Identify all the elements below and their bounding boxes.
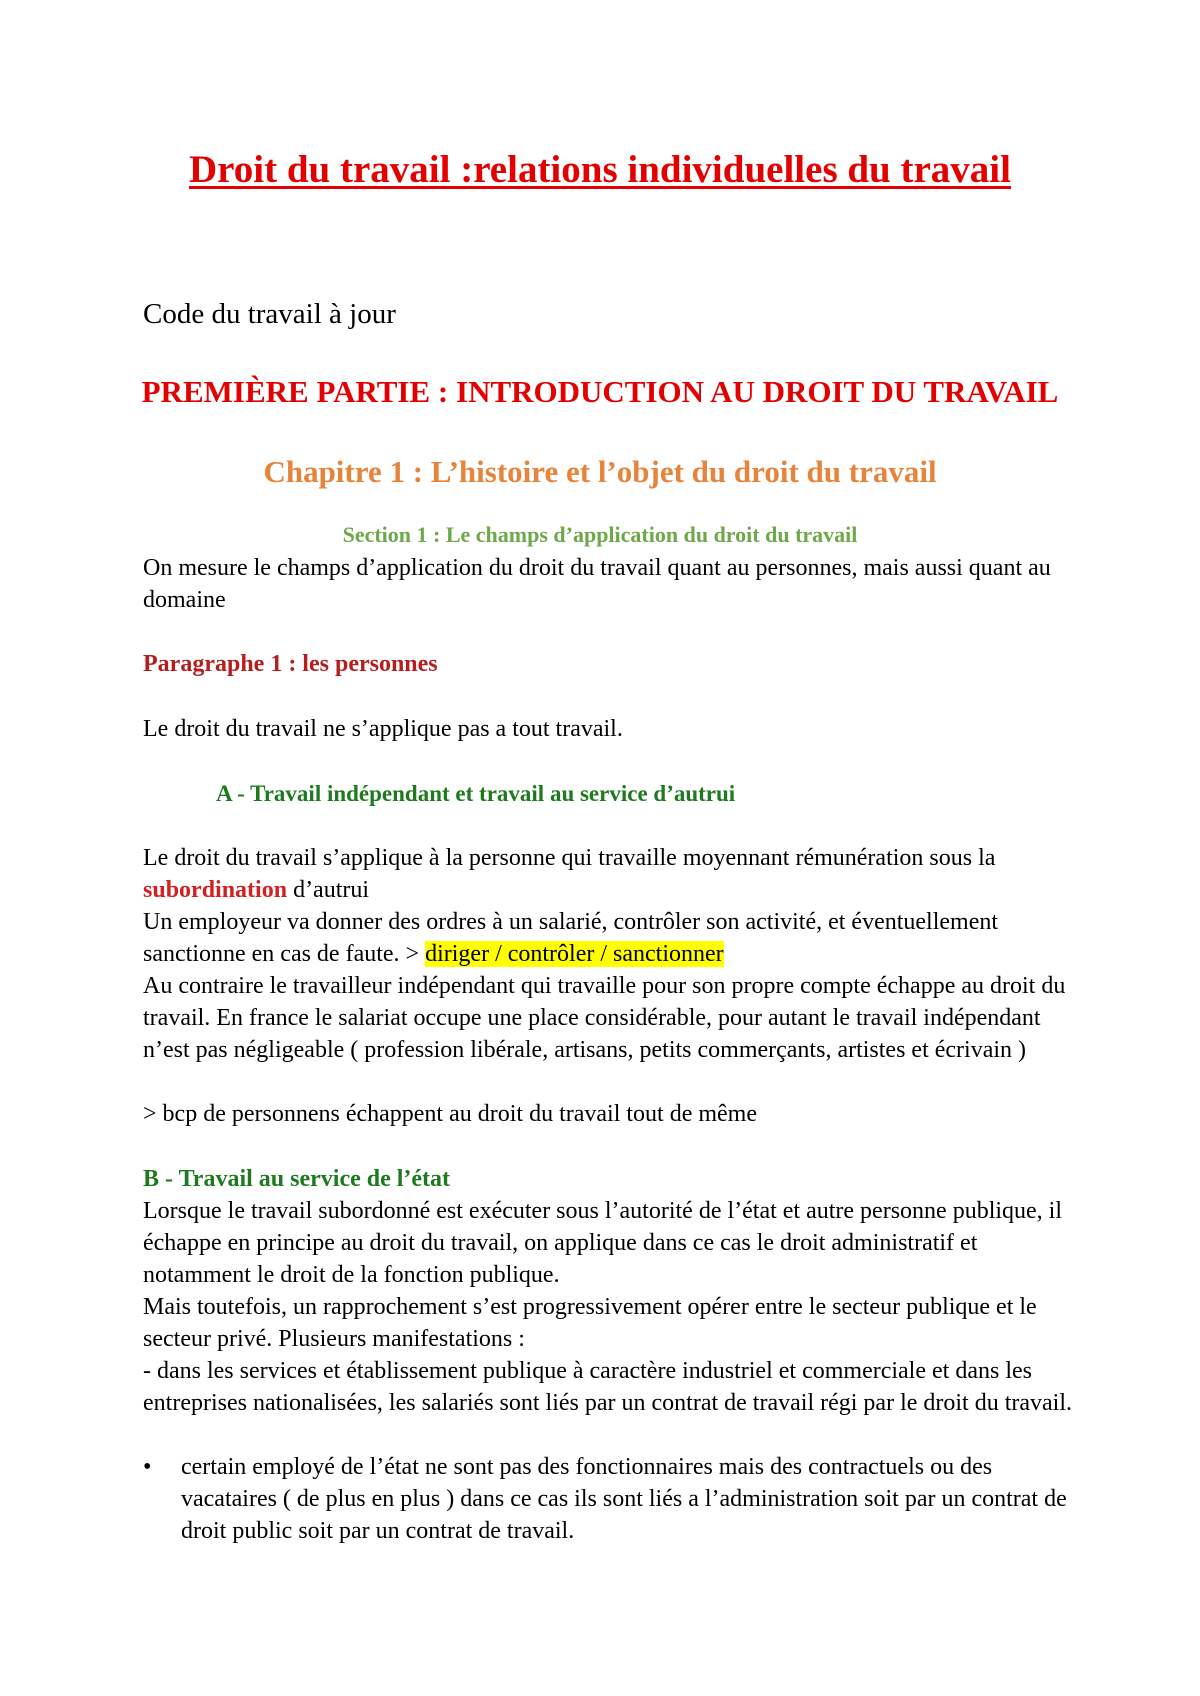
subordination-term: subordination <box>143 877 288 903</box>
chapter-heading: Chapitre 1 : L’histoire et l’objet du droit du travail <box>263 454 937 489</box>
part-heading: PREMIÈRE PARTIE : INTRODUCTION AU DROIT DU TRAVAIL <box>141 374 1059 409</box>
highlighted-keywords: diriger / contrôler / sanctionner <box>425 941 724 967</box>
text-run: d’autrui <box>287 877 370 903</box>
section-a-paragraph-2 <box>143 906 1073 970</box>
text-run: Un employeur va donner des ordres à un salarié, contrôler son activité, et éventuellement sanctionne en cas de faute. > <box>143 909 999 967</box>
section-a-paragraph-1 <box>143 842 1073 906</box>
section-a-paragraph-4: > bcp de personnens échappent au droit du travail tout de même <box>143 1101 758 1127</box>
paragraph-text: Le droit du travail ne s’applique pas a tout travail. <box>143 716 623 742</box>
section-b-paragraph-3: - dans les services et établissement publique à caractère industriel et commerciale et dans les entreprises nationalisées, les salariés sont liés par un contrat de travail régi par le droit du travail. <box>143 1358 1073 1416</box>
intro-paragraph: On mesure le champs d’application du droit du travail quant au personnes, mais aussi quant au domaine <box>143 555 1051 613</box>
bullet-icon: • <box>143 1454 152 1480</box>
section-b-paragraph-2: Mais toutefois, un rapprochement s’est progressivement opérer entre le secteur publique et le secteur privé. Plusieurs manifestations : <box>143 1294 1037 1352</box>
paragraph-heading: Paragraphe 1 : les personnes <box>143 651 438 677</box>
document-title: Droit du travail :relations individuelles du travail <box>189 148 1011 191</box>
subheading-b: B - Travail au service de l’état <box>143 1166 451 1192</box>
section-heading: Section 1 : Le champs d’application du droit du travail <box>342 522 858 547</box>
section-a-paragraph-3: Au contraire le travailleur indépendant qui travaille pour son propre compte échappe au droit du travail. En france le salariat occupe une place considérable, pour autant le travail indépendant n’est pas négligeable ( profession libérale, artisans, petits commerçants, artistes et écrivain ) <box>143 973 1066 1063</box>
list-item-text: certain employé de l’état ne sont pas des fonctionnaires mais des contractuels ou des vacataires ( de plus en plus ) dans ce cas ils sont liés a l’administration soit par un contrat de droit public soit par un contrat de travail. <box>181 1454 1067 1544</box>
text-run: Le droit du travail s’applique à la personne qui travaille moyennant rémunération sous la <box>143 845 996 871</box>
subheading-a: A - Travail indépendant et travail au service d’autrui <box>216 781 736 806</box>
document-subtitle: Code du travail à jour <box>143 298 396 330</box>
section-b-paragraph-1: Lorsque le travail subordonné est exécuter sous l’autorité de l’état et autre personne publique, il échappe en principe au droit du travail, on applique dans ce cas le droit administratif et notamment le droit de la fonction publique. <box>143 1198 1063 1288</box>
